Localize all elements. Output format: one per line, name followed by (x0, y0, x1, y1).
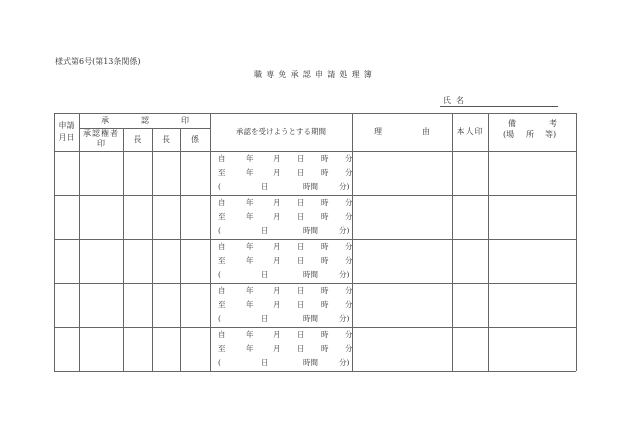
period-unit-label: 時 (321, 242, 329, 251)
approver-stamp-cell[interactable] (80, 152, 123, 195)
form-number-label: 様式第6号(第13条関係) (55, 57, 141, 66)
period-from (211, 152, 352, 166)
period-duration (211, 268, 352, 282)
period-cell[interactable] (211, 152, 352, 195)
period-unit-label: 日 (297, 168, 305, 177)
application-date-cell[interactable] (55, 196, 79, 239)
chief1-stamp-cell[interactable] (124, 152, 152, 195)
period-unit-label: ( (218, 270, 221, 279)
period-unit-label: 時 (321, 300, 329, 309)
period-unit-label: 自 (218, 154, 226, 163)
period-unit-label: 月 (273, 344, 281, 353)
period-cell[interactable] (211, 328, 352, 371)
period-unit-label: 日 (261, 226, 269, 235)
period-unit-label: 月 (273, 168, 281, 177)
period-unit-label: 時間 (303, 226, 318, 235)
remarks-cell[interactable] (489, 196, 576, 239)
staff-stamp-cell[interactable] (181, 328, 210, 371)
period-unit-label: 自 (218, 198, 226, 207)
header-self-stamp: 本人印 (456, 127, 484, 136)
period-unit-label: 年 (246, 344, 254, 353)
header-chief-2: 長 (162, 135, 170, 144)
period-unit-label: 自 (218, 242, 226, 251)
period-duration (211, 356, 352, 370)
header-reason: 理 由 (374, 127, 430, 136)
period-unit-label: 分 (345, 198, 353, 207)
period-to (211, 254, 352, 268)
header-approver-stamp: 承認権者 印 (83, 129, 119, 148)
approver-stamp-cell[interactable] (80, 240, 123, 283)
staff-stamp-cell[interactable] (181, 152, 210, 195)
period-unit-label: 時間 (303, 182, 318, 191)
staff-stamp-cell[interactable] (181, 240, 210, 283)
period-unit-label: ( (218, 314, 221, 323)
period-unit-label: 分) (339, 314, 350, 323)
period-unit-label: 年 (246, 300, 254, 309)
period-duration (211, 312, 352, 326)
period-unit-label: 分) (339, 226, 350, 235)
reason-cell[interactable] (353, 240, 452, 283)
staff-stamp-cell[interactable] (181, 284, 210, 327)
period-unit-label: 分) (339, 358, 350, 367)
period-unit-label: 分 (345, 300, 353, 309)
chief2-stamp-cell[interactable] (153, 284, 180, 327)
period-unit-label: 分 (345, 330, 353, 339)
self-stamp-cell[interactable] (453, 196, 488, 239)
header-approval-stamp: 承 認 印 (101, 116, 189, 125)
period-unit-label: 日 (297, 344, 305, 353)
period-unit-label: 至 (218, 256, 226, 265)
header-remarks: 備 考 (場 所 等) (503, 119, 557, 139)
chief2-stamp-cell[interactable] (153, 152, 180, 195)
period-unit-label: 年 (246, 242, 254, 251)
staff-stamp-cell[interactable] (181, 196, 210, 239)
period-unit-label: 月 (273, 242, 281, 251)
period-unit-label: 時間 (303, 358, 318, 367)
period-unit-label: 年 (246, 168, 254, 177)
chief1-stamp-cell[interactable] (124, 284, 152, 327)
reason-cell[interactable] (353, 284, 452, 327)
period-unit-label: 時 (321, 256, 329, 265)
period-unit-label: 月 (273, 198, 281, 207)
period-unit-label: ( (218, 358, 221, 367)
table-border-right (576, 113, 577, 371)
period-unit-label: 時 (321, 286, 329, 295)
remarks-cell[interactable] (489, 152, 576, 195)
chief1-stamp-cell[interactable] (124, 196, 152, 239)
period-unit-label: 分 (345, 286, 353, 295)
period-unit-label: 分) (339, 182, 350, 191)
period-unit-label: 月 (273, 286, 281, 295)
approver-stamp-cell[interactable] (80, 284, 123, 327)
period-cell[interactable] (211, 240, 352, 283)
period-unit-label: 月 (273, 330, 281, 339)
period-unit-label: 日 (297, 242, 305, 251)
remarks-cell[interactable] (489, 240, 576, 283)
period-unit-label: 月 (273, 154, 281, 163)
approver-stamp-cell[interactable] (80, 328, 123, 371)
period-unit-label: 至 (218, 300, 226, 309)
header-staff: 係 (191, 135, 199, 144)
period-unit-label: 日 (297, 256, 305, 265)
period-unit-label: 時間 (303, 314, 318, 323)
period-unit-label: 分 (345, 212, 353, 221)
period-unit-label: 至 (218, 344, 226, 353)
period-unit-label: 時 (321, 344, 329, 353)
application-date-cell[interactable] (55, 240, 79, 283)
period-from (211, 240, 352, 254)
reason-cell[interactable] (353, 152, 452, 195)
period-unit-label: 日 (261, 270, 269, 279)
period-unit-label: 時 (321, 198, 329, 207)
period-unit-label: 日 (297, 154, 305, 163)
period-unit-label: 時 (321, 154, 329, 163)
period-unit-label: 日 (297, 300, 305, 309)
header-chief-1: 長 (133, 135, 142, 144)
period-unit-label: 分 (345, 242, 353, 251)
application-date-cell[interactable] (55, 152, 79, 195)
period-unit-label: 分 (345, 344, 353, 353)
period-unit-label: ( (218, 182, 221, 191)
remarks-cell[interactable] (489, 284, 576, 327)
period-unit-label: ( (218, 226, 221, 235)
application-date-cell[interactable] (55, 328, 79, 371)
period-unit-label: 年 (246, 212, 254, 221)
application-date-cell[interactable] (55, 284, 79, 327)
name-field-line[interactable] (440, 106, 558, 107)
period-unit-label: 日 (297, 212, 305, 221)
period-unit-label: 分 (345, 168, 353, 177)
period-unit-label: 月 (273, 300, 281, 309)
period-to (211, 166, 352, 180)
period-unit-label: 時 (321, 212, 329, 221)
self-stamp-cell[interactable] (453, 240, 488, 283)
period-unit-label: 年 (246, 256, 254, 265)
chief1-stamp-cell[interactable] (124, 240, 152, 283)
period-unit-label: 年 (246, 286, 254, 295)
period-unit-label: 分 (345, 256, 353, 265)
header-application-date: 申請 月日 (58, 121, 75, 142)
self-stamp-cell[interactable] (453, 328, 488, 371)
period-unit-label: 分 (345, 154, 353, 163)
period-unit-label: 自 (218, 286, 226, 295)
self-stamp-cell[interactable] (453, 284, 488, 327)
period-unit-label: 月 (273, 256, 281, 265)
period-from (211, 196, 352, 210)
period-duration (211, 224, 352, 238)
period-unit-label: 年 (246, 330, 254, 339)
period-duration (211, 180, 352, 194)
period-unit-label: 月 (273, 212, 281, 221)
period-unit-label: 時 (321, 330, 329, 339)
remarks-cell[interactable] (489, 328, 576, 371)
period-unit-label: 日 (261, 358, 269, 367)
period-unit-label: 至 (218, 168, 226, 177)
chief1-stamp-cell[interactable] (124, 328, 152, 371)
period-to (211, 342, 352, 356)
document-title: 職専免承認申請処理簿 (254, 70, 376, 79)
period-unit-label: 日 (297, 286, 305, 295)
period-unit-label: 自 (218, 330, 226, 339)
period-to (211, 210, 352, 224)
period-unit-label: 日 (297, 330, 305, 339)
period-unit-label: 年 (246, 154, 254, 163)
period-unit-label: 至 (218, 212, 226, 221)
reason-cell[interactable] (353, 328, 452, 371)
period-cell[interactable] (211, 284, 352, 327)
table-border-bottom (54, 371, 576, 372)
period-cell[interactable] (211, 196, 352, 239)
period-unit-label: 日 (261, 314, 269, 323)
period-unit-label: 時間 (303, 270, 318, 279)
period-from (211, 284, 352, 298)
period-from (211, 328, 352, 342)
name-label: 氏名 (443, 96, 469, 105)
header-period: 承認を受けようとする期間 (236, 127, 326, 136)
chief2-stamp-cell[interactable] (153, 240, 180, 283)
reason-cell[interactable] (353, 196, 452, 239)
chief2-stamp-cell[interactable] (153, 196, 180, 239)
approver-stamp-cell[interactable] (80, 196, 123, 239)
table-border-top (54, 113, 576, 114)
period-unit-label: 分) (339, 270, 350, 279)
period-to (211, 298, 352, 312)
period-unit-label: 日 (261, 182, 269, 191)
period-unit-label: 年 (246, 198, 254, 207)
self-stamp-cell[interactable] (453, 152, 488, 195)
period-unit-label: 日 (297, 198, 305, 207)
chief2-stamp-cell[interactable] (153, 328, 180, 371)
period-unit-label: 時 (321, 168, 329, 177)
